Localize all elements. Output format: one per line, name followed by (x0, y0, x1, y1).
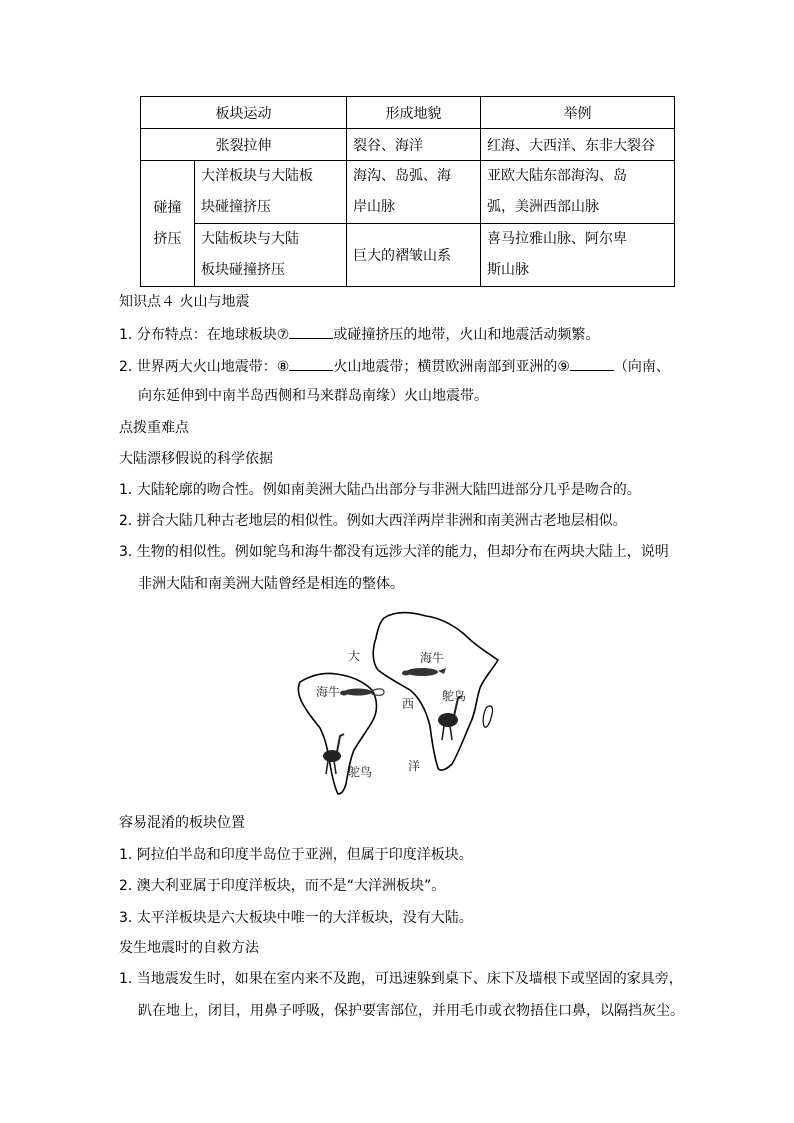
list-item (119, 324, 599, 345)
continent-fit-map (292, 608, 512, 798)
ostrich-label: 鸵鸟 (442, 689, 467, 703)
ocean-label: 西 (402, 697, 415, 711)
ostrich-label: 鸵鸟 (348, 765, 373, 779)
text-span: 1. 分布特点：在地球板块⑦ (119, 327, 290, 343)
cell-line: 块碰撞挤压 (201, 199, 271, 215)
subheading: 大陆漂移假说的科学依据 (119, 451, 273, 467)
list-item-continuation: 趴在地上，闭目，用鼻子呼吸，保护要害部位，并用毛巾或衣物捂住口鼻，以隔挡灰尘。 (138, 1003, 684, 1019)
list-item: 1. 当地震发生时，如果在室内来不及跑，可迅速躲到桌下、床下及墙根下或坚固的家具旁， (119, 971, 683, 987)
table-cell: 张裂拉伸 (141, 129, 347, 161)
ocean-label: 大 (348, 649, 361, 663)
list-item: 3. 太平洋板块是六大板块中唯一的大洋板块，没有大陆。 (119, 910, 473, 926)
cell-line: 弧，美洲西部山脉 (487, 199, 599, 215)
table-row (141, 161, 675, 224)
table-cell: 巨大的褶皱山系 (347, 224, 481, 287)
list-item-continuation: 非洲大陆和南美洲大陆曾经是相连的整体。 (138, 576, 404, 592)
africa-outline (373, 613, 498, 771)
text-span: 2. 世界两大火山地震带：⑧ (119, 359, 290, 375)
table-row (141, 129, 675, 161)
cell-line: 板块碰撞挤压 (201, 262, 285, 278)
cell-line: 大陆板块与大陆 (201, 231, 299, 247)
list-item: 1. 大陆轮廓的吻合性。例如南美洲大陆凸出部分与非洲大陆凹进部分几乎是吻合的。 (119, 482, 641, 498)
cell-line: 大洋板块与大陆板 (201, 168, 313, 184)
plate-motion-table (140, 96, 675, 287)
list-item: 2. 拼合大陆几种古老地层的相似性。例如大西洋两岸非洲和南美洲古老地层相似。 (119, 513, 627, 529)
table-cell (347, 161, 481, 224)
fill-blank (570, 356, 614, 371)
fill-blank (289, 324, 333, 339)
text-span: 或碰撞挤压的地带，火山和地震活动频繁。 (333, 327, 600, 343)
cell-line: 亚欧大陆东部海沟、岛 (487, 168, 627, 184)
text-span: （向南、 (613, 359, 670, 375)
table-cell (481, 224, 675, 287)
cell-line: 海沟、岛弧、海 (353, 168, 451, 184)
madagascar-outline (483, 706, 492, 727)
list-item: 1. 阿拉伯半岛和印度半岛位于亚洲，但属于印度洋板块。 (119, 847, 473, 863)
cell-line: 岸山脉 (353, 199, 395, 215)
list-item: 3. 生物的相似性。例如鸵鸟和海牛都没有远涉大洋的能力，但却分布在两块大陆上，说明 (119, 544, 669, 560)
table-cell (195, 161, 347, 224)
section-heading: 发生地震时的自救方法 (119, 940, 259, 956)
section-heading: 知识点４ 火山与地震 (119, 294, 250, 310)
table-cell: 红海、大西洋、东非大裂谷 (481, 129, 675, 161)
table-header-cell: 举例 (481, 97, 675, 129)
cell-line: 喜马拉雅山脉、阿尔卑 (487, 231, 627, 247)
text-span: 火山地震带；横贯欧洲南部到亚洲的⑨ (333, 359, 570, 375)
manatee-label: 海牛 (316, 685, 341, 699)
manatee-label: 海牛 (420, 651, 445, 665)
table-header-cell: 板块运动 (141, 97, 347, 129)
table-group-label: 挤压 (153, 230, 182, 247)
ocean-label: 洋 (408, 759, 421, 773)
fill-blank (289, 356, 333, 371)
section-heading: 容易混淆的板块位置 (119, 815, 245, 831)
list-item (119, 356, 670, 377)
list-item: 2. 澳大利亚属于印度洋板块，而不是“大洋洲板块”。 (119, 878, 446, 894)
table-row (141, 224, 675, 287)
section-heading: 点拨重难点 (119, 420, 189, 436)
table-cell (481, 161, 675, 224)
table-group-cell (141, 161, 195, 287)
table-cell: 裂谷、海洋 (347, 129, 481, 161)
table-group-label: 碰撞 (153, 199, 182, 216)
table-header-cell: 形成地貌 (347, 97, 481, 129)
cell-line: 斯山脉 (487, 262, 529, 278)
list-item-continuation: 向东延伸到中南半岛西侧和马来群岛南缘）火山地震带。 (138, 388, 488, 404)
table-header-row (141, 97, 675, 129)
table-cell (195, 224, 347, 287)
